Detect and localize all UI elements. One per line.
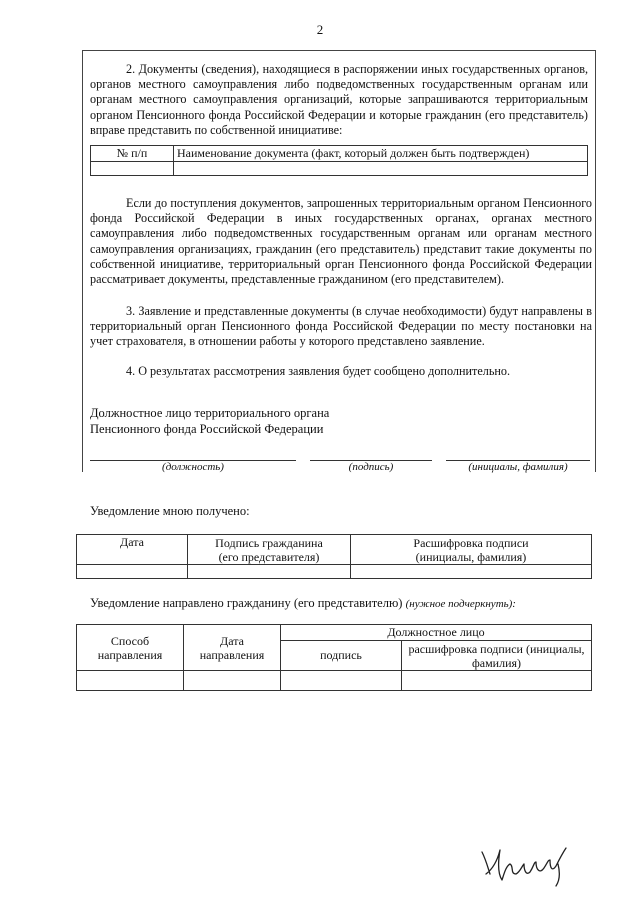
notice-sent-title xyxy=(90,596,516,611)
table-cell xyxy=(188,565,351,579)
signature-label: (подпись) xyxy=(348,461,394,473)
official-line-1: Должностное лицо территориального органа xyxy=(90,406,330,420)
citizen-signature-header: Подпись гражданина (его представителя) xyxy=(188,535,351,565)
notice-sent-note: (нужное подчеркнуть): xyxy=(405,598,516,610)
table-cell xyxy=(402,671,592,691)
page-number: 2 xyxy=(316,22,324,37)
notice-sent-text: Уведомление направлено гражданину (его представителю) xyxy=(90,596,403,610)
table-cell xyxy=(184,671,281,691)
notice-received-table xyxy=(76,534,592,579)
col-document-header: Наименование документа (факт, который должен быть подтвержден) xyxy=(174,146,588,162)
table-cell xyxy=(281,671,402,691)
table-cell xyxy=(351,565,592,579)
send-date-header: Дата направления xyxy=(184,625,281,671)
col-number-header: № п/п xyxy=(91,146,174,162)
section-2-intro: 2. Документы (сведения), находящиеся в распоряжении иных государственных органов, органов местного самоуправления либо подведомственных государственным органам или органам местного самоуправления организаций, которые запрашиваются территориальным органом Пенсионного фонда Российской Федерации и которые гражданин (его представитель) вправе представить по собственной инициативе: xyxy=(90,62,588,137)
position-label: (должность) xyxy=(162,461,224,473)
handwritten-signature xyxy=(476,838,576,890)
notice-received-title: Уведомление мною получено: xyxy=(90,504,250,518)
table-cell xyxy=(77,565,188,579)
notice-sent-table xyxy=(76,624,592,691)
name-label: (инициалы, фамилия) xyxy=(468,461,568,473)
section-3: 3. Заявление и представленные документы (в случае необходимости) будут направлены в территориальный орган Пенсионного фонда Российской Федерации по месту постановки на учет страхователя, в отношении работы у которого представлено заявление. xyxy=(90,304,592,349)
method-header: Способ направления xyxy=(77,625,184,671)
table-cell xyxy=(91,162,174,176)
table-cell xyxy=(174,162,588,176)
official-line-2: Пенсионного фонда Российской Федерации xyxy=(90,422,324,436)
signature-decode-header: Расшифровка подписи (инициалы, фамилия) xyxy=(351,535,592,565)
section-4: 4. О результатах рассмотрения заявления будет сообщено дополнительно. xyxy=(126,364,511,378)
table-cell xyxy=(77,671,184,691)
official-signature-header: подпись xyxy=(281,641,402,671)
section-2-after-table: Если до поступления документов, запрошенных территориальным органом Пенсионного фонда Российской Федерации в иных государственных органах, органах местного самоуправления либо подведомственных государственным органам или органам местного самоуправления организациях, гражданин (его представитель) представит такие документы по собственной инициативе, территориальный орган Пенсионного фонда Российской Федерации рассматривает документы, представленные гражданином (его представителем). xyxy=(90,196,592,287)
date-header: Дата xyxy=(77,535,188,565)
documents-table xyxy=(90,145,588,176)
official-header: Должностное лицо xyxy=(281,625,592,641)
official-decode-header: расшифровка подписи (инициалы, фамилия) xyxy=(402,641,592,671)
